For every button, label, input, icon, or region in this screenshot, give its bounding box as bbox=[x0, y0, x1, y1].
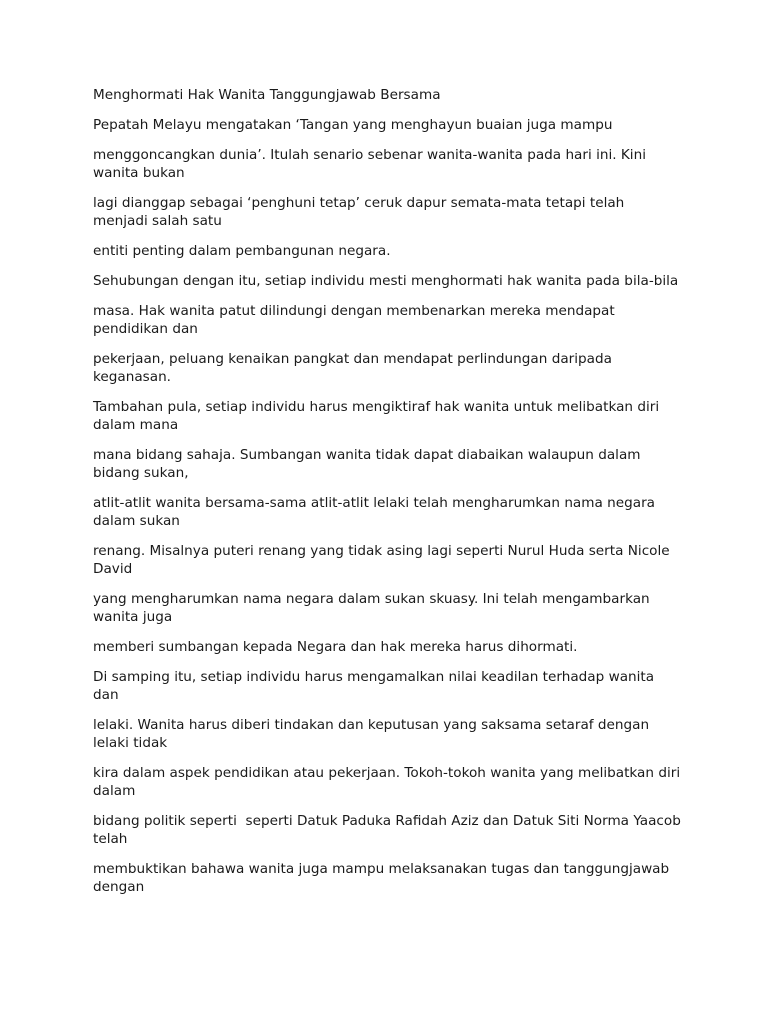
paragraph-line: entiti penting dalam pembangunan negara. bbox=[93, 243, 391, 259]
paragraph-line: atlit-atlit wanita bersama-sama atlit-atlit lelaki telah mengharumkan nama negara dalam sukan bbox=[93, 495, 660, 529]
paragraph-line: mana bidang sahaja. Sumbangan wanita tidak dapat diabaikan walaupun dalam bidang sukan, bbox=[93, 447, 645, 481]
paragraph-line: Pepatah Melayu mengatakan ‘Tangan yang menghayun buaian juga mampu bbox=[93, 117, 613, 133]
paragraph-line: memberi sumbangan kepada Negara dan hak mereka harus dihormati. bbox=[93, 639, 578, 655]
paragraph-line: menggoncangkan dunia’. Itulah senario sebenar wanita-wanita pada hari ini. Kini wanita bukan bbox=[93, 147, 651, 181]
document-body bbox=[93, 86, 686, 908]
paragraph-line: bidang politik seperti seperti Datuk Paduka Rafidah Aziz dan Datuk Siti Norma Yaacob telah bbox=[93, 813, 686, 847]
paragraph-line: lelaki. Wanita harus diberi tindakan dan keputusan yang saksama setaraf dengan lelaki tidak bbox=[93, 717, 654, 751]
document-title: Menghormati Hak Wanita Tanggungjawab Bersama bbox=[93, 87, 441, 103]
paragraph-line: kira dalam aspek pendidikan atau pekerjaan. Tokoh-tokoh wanita yang melibatkan diri dalam bbox=[93, 765, 685, 799]
paragraph-line: pekerjaan, peluang kenaikan pangkat dan mendapat perlindungan daripada keganasan. bbox=[93, 351, 617, 385]
paragraph-line: yang mengharumkan nama negara dalam sukan skuasy. Ini telah mengambarkan wanita juga bbox=[93, 591, 654, 625]
paragraph-line: lagi dianggap sebagai ‘penghuni tetap’ ceruk dapur semata-mata tetapi telah menjadi salah satu bbox=[93, 195, 629, 229]
paragraph-line: Tambahan pula, setiap individu harus mengiktiraf hak wanita untuk melibatkan diri dalam mana bbox=[93, 399, 664, 433]
paragraph-line: renang. Misalnya puteri renang yang tidak asing lagi seperti Nurul Huda serta Nicole David bbox=[93, 543, 674, 577]
paragraph-line: membuktikan bahawa wanita juga mampu melaksanakan tugas dan tanggungjawab dengan bbox=[93, 861, 674, 895]
paragraph-line: masa. Hak wanita patut dilindungi dengan membenarkan mereka mendapat pendidikan dan bbox=[93, 303, 620, 337]
paragraph-line: Sehubungan dengan itu, setiap individu mesti menghormati hak wanita pada bila-bila bbox=[93, 273, 679, 289]
paragraph-line: Di samping itu, setiap individu harus mengamalkan nilai keadilan terhadap wanita dan bbox=[93, 669, 659, 703]
